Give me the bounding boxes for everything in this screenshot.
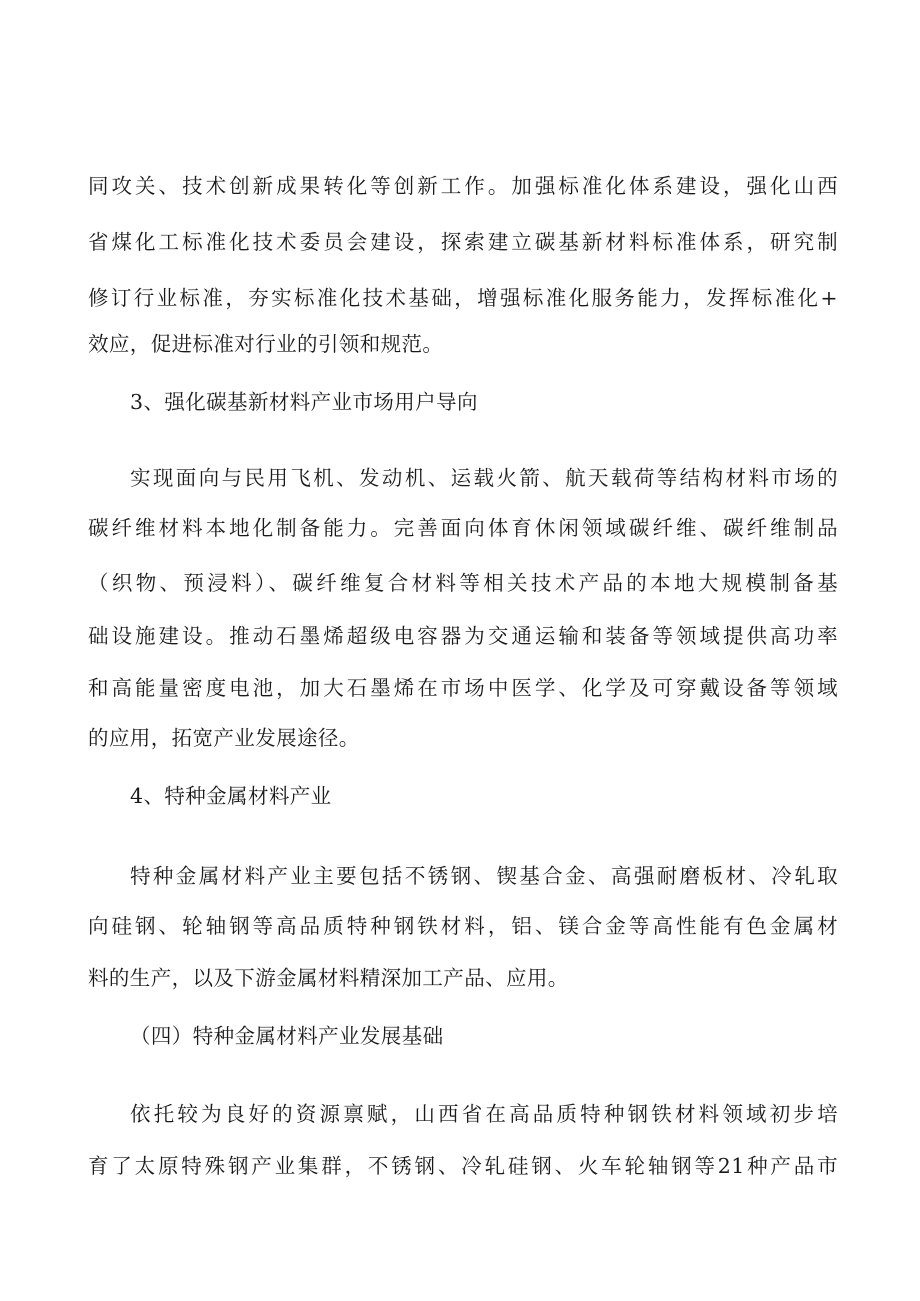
- section-heading: 3、强化碳基新材料产业市场用户导向: [130, 390, 478, 414]
- paragraph-line: 效应，促进标准对行业的引领和规范。: [88, 332, 444, 356]
- paragraph-line: 向硅钢、轮轴钢等高品质特种钢铁材料，铝、镁合金等高性能有色金属材: [88, 914, 838, 938]
- paragraph-line: 依托较为良好的资源禀赋，山西省在高品质特种钢铁材料领域初步培: [130, 1102, 838, 1126]
- paragraph-line: 碳纤维材料本地化制备能力。完善面向体育休闲领域碳纤维、碳纤维制品: [88, 516, 838, 540]
- paragraph-line: 修订行业标准，夯实标准化技术基础，增强标准化服务能力，发挥标准化+: [88, 286, 838, 310]
- paragraph-line: 同攻关、技术创新成果转化等创新工作。加强标准化体系建设，强化山西: [88, 174, 838, 198]
- subsection-heading: （四）特种金属材料产业发展基础: [130, 1024, 444, 1048]
- section-heading: 4、特种金属材料产业: [130, 784, 332, 808]
- paragraph-line: 的应用，拓宽产业发展途径。: [88, 726, 360, 750]
- paragraph-line: 省煤化工标准化技术委员会建设，探索建立碳基新材料标准体系，研究制: [88, 230, 838, 254]
- paragraph-line: （织物、预浸料）、碳纤维复合材料等相关技术产品的本地大规模制备基: [88, 571, 838, 595]
- paragraph-line: 料的生产，以及下游金属材料精深加工产品、应用。: [88, 966, 569, 990]
- paragraph-line: 础设施建设。推动石墨烯超级电容器为交通运输和装备等领域提供高功率: [88, 624, 838, 648]
- paragraph-line: 实现面向与民用飞机、发动机、运载火箭、航天载荷等结构材料市场的: [130, 466, 838, 490]
- paragraph-line: 特种金属材料产业主要包括不锈钢、锲基合金、高强耐磨板材、冷轧取: [130, 864, 838, 888]
- paragraph-line: 和高能量密度电池，加大石墨烯在市场中医学、化学及可穿戴设备等领域: [88, 676, 838, 700]
- paragraph-line: 育了太原特殊钢产业集群，不锈钢、冷轧硅钢、火车轮轴钢等21种产品市: [88, 1154, 838, 1178]
